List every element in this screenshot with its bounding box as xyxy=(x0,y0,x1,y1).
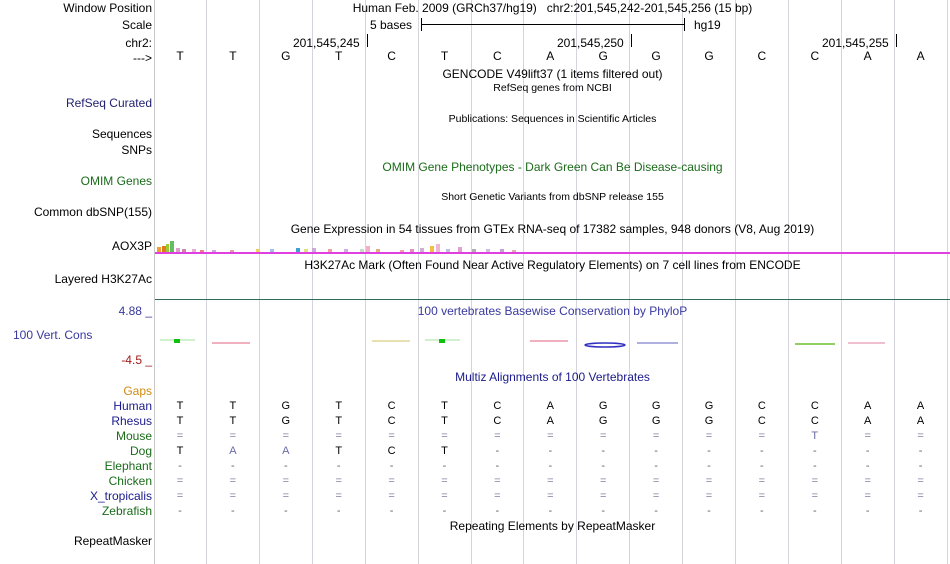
phylop-min-label: -4.5 _ xyxy=(121,353,152,367)
alignment-base: G xyxy=(704,415,714,427)
alignment-base: - xyxy=(601,505,606,517)
alignment-base: = xyxy=(176,430,184,442)
alignment-base: - xyxy=(918,460,923,472)
sequence-base: T xyxy=(176,49,184,63)
alignment-base: = xyxy=(176,475,184,487)
alignment-base: = xyxy=(917,490,924,502)
alignment-base: - xyxy=(231,460,235,472)
alignment-base: = xyxy=(758,430,766,442)
alignment-base: = xyxy=(758,475,766,487)
alignment-base: - xyxy=(178,460,182,472)
alignment-base: = xyxy=(441,430,448,442)
alignment-base: G xyxy=(651,400,661,412)
sequence-base: G xyxy=(598,49,608,63)
sequence-base: T xyxy=(440,49,449,63)
alignment-base: - xyxy=(389,460,394,472)
repeatmasker-track-label[interactable]: RepeatMasker xyxy=(73,534,152,548)
alignment-base: - xyxy=(918,505,923,517)
alignment-base: A xyxy=(916,415,925,427)
sequence-base: G xyxy=(704,49,714,63)
alignment-base: - xyxy=(548,505,553,517)
alignment-base: = xyxy=(599,490,607,502)
alignment-base: = xyxy=(335,490,342,502)
alignment-base: = xyxy=(547,475,554,487)
window-position-label: Window Position xyxy=(63,1,152,15)
alignment-base: - xyxy=(442,460,447,472)
alignment-base: - xyxy=(707,445,711,457)
alignment-base: - xyxy=(283,460,288,472)
alignment-base: = xyxy=(758,490,766,502)
alignment-base: = xyxy=(652,490,660,502)
alignment-base: = xyxy=(229,475,237,487)
refseq-track-label[interactable]: RefSeq Curated xyxy=(65,96,152,110)
alignment-base: = xyxy=(599,430,607,442)
sequence-base: G xyxy=(281,49,291,63)
alignment-base: = xyxy=(282,430,290,442)
omim-track-label[interactable]: OMIM Genes xyxy=(80,174,152,188)
alignment-base: C xyxy=(810,400,819,412)
alignment-base: C xyxy=(810,415,819,427)
sequence-base: A xyxy=(863,49,872,63)
alignment-base: - xyxy=(760,505,764,517)
alignment-base: = xyxy=(229,430,237,442)
alignment-base: T xyxy=(176,445,184,457)
sequence-base: C xyxy=(387,49,396,63)
species-label-rhesus[interactable]: Rhesus xyxy=(111,414,152,428)
chrom-label: chr2: xyxy=(125,36,152,50)
alignment-base: = xyxy=(864,430,871,442)
alignment-base: - xyxy=(442,505,447,517)
position-label-3: 201,545,255 xyxy=(822,36,889,50)
alignment-base: G xyxy=(281,400,291,412)
alignment-base: - xyxy=(812,505,817,517)
alignment-base: A xyxy=(282,445,290,457)
alignment-base: - xyxy=(760,445,764,457)
alignment-base: = xyxy=(494,475,501,487)
alignment-base: - xyxy=(707,460,711,472)
alignment-base: = xyxy=(494,490,501,502)
alignment-base: = xyxy=(388,490,395,502)
alignment-base: - xyxy=(654,460,658,472)
alignment-base: - xyxy=(283,505,288,517)
alignment-base: = xyxy=(388,475,395,487)
alignment-base: - xyxy=(865,445,870,457)
alignment-base: C xyxy=(757,415,766,427)
alignment-base: T xyxy=(176,415,184,427)
h3k27ac-track-title[interactable]: H3K27Ac Mark (Often Found Near Active Regulatory Elements) on 7 cell lines from ENCODE xyxy=(304,258,801,272)
alignment-base: = xyxy=(547,490,554,502)
species-label-human[interactable]: Human xyxy=(113,399,152,413)
phylop-signal[interactable] xyxy=(160,339,885,347)
sequence-base: C xyxy=(810,49,820,63)
sequences-track-label[interactable]: Sequences xyxy=(91,127,152,141)
alignment-base: = xyxy=(917,430,924,442)
phylop-max-label: 4.88 _ xyxy=(118,304,152,318)
alignment-base: C xyxy=(387,445,396,457)
alignment-base: C xyxy=(387,400,396,412)
dbsnp-variant-line[interactable] xyxy=(155,252,950,254)
multiz-track-title[interactable]: Multiz Alignments of 100 Vertebrates xyxy=(455,370,650,384)
sequence-base: A xyxy=(546,49,555,63)
species-label-chicken[interactable]: Chicken xyxy=(108,474,152,488)
alignment-base: = xyxy=(229,490,237,502)
gtex-gene-label[interactable]: AOX3P xyxy=(111,239,152,253)
scale-assembly: hg19 xyxy=(694,18,721,32)
alignment-base: - xyxy=(495,505,500,517)
alignment-base: - xyxy=(865,505,870,517)
alignment-base: T xyxy=(229,415,237,427)
alignment-base: - xyxy=(654,505,658,517)
alignment-base: = xyxy=(705,475,713,487)
sequence-base: A xyxy=(916,49,925,63)
alignment-base: - xyxy=(389,505,394,517)
publications-track-title[interactable]: Publications: Sequences in Scientific Articles xyxy=(448,113,657,125)
dbsnp-track-title[interactable]: Short Genetic Variants from dbSNP release 155 xyxy=(441,191,664,203)
phylop-track-label[interactable]: 100 Vert. Cons xyxy=(13,328,93,342)
alignment-base: - xyxy=(495,445,500,457)
alignment-base: A xyxy=(916,400,925,412)
alignment-base: C xyxy=(493,400,502,412)
sequence-base: C xyxy=(493,49,502,63)
alignment-base: T xyxy=(811,430,819,442)
alignment-base: - xyxy=(918,445,923,457)
species-label-x_tropicalis[interactable]: X_tropicalis xyxy=(89,489,152,503)
sequence-base: T xyxy=(335,49,343,63)
alignment-base: = xyxy=(917,475,924,487)
scale-bar-text: 5 bases xyxy=(370,18,413,32)
alignment-base: = xyxy=(599,475,607,487)
alignment-base: = xyxy=(811,475,819,487)
alignment-base: T xyxy=(335,415,343,427)
alignment-base: T xyxy=(335,445,343,457)
alignment-base: = xyxy=(705,490,713,502)
alignment-base: - xyxy=(336,460,341,472)
dbsnp-track-label[interactable]: Common dbSNP(155) xyxy=(33,205,152,219)
gtex-track-title[interactable]: Gene Expression in 54 tissues from GTEx RNA-seq of 17382 samples, 948 donors (V8, Aug 2019) xyxy=(290,222,815,236)
alignment-base: = xyxy=(441,490,448,502)
gaps-track-label[interactable]: Gaps xyxy=(123,384,152,398)
alignment-base: - xyxy=(178,505,182,517)
alignment-base: - xyxy=(812,445,817,457)
alignment-base: G xyxy=(598,400,608,412)
alignment-base: - xyxy=(601,460,606,472)
position-label-2: 201,545,250 xyxy=(557,36,624,50)
alignment-base: = xyxy=(335,430,342,442)
h3k27ac-signal-line[interactable] xyxy=(155,299,950,300)
phylop-track-title[interactable]: 100 vertebrates Basewise Conservation by PhyloP xyxy=(417,304,688,318)
repeatmasker-track-title[interactable]: Repeating Elements by RepeatMasker xyxy=(449,519,656,533)
position-label-1: 201,545,245 xyxy=(293,36,360,50)
alignment-base: - xyxy=(812,460,817,472)
alignment-base: = xyxy=(864,490,871,502)
alignment-base: T xyxy=(335,400,343,412)
window-position-value[interactable]: Human Feb. 2009 (GRCh37/hg19) chr2:201,545,242-201,545,256 (15 bp) xyxy=(352,1,753,15)
alignment-base: T xyxy=(441,400,448,412)
gtex-expression-bars[interactable] xyxy=(157,241,516,252)
h3k27ac-track-label[interactable]: Layered H3K27Ac xyxy=(54,272,152,286)
alignment-base: - xyxy=(495,460,500,472)
alignment-base: G xyxy=(598,415,608,427)
alignment-base: = xyxy=(864,475,871,487)
alignment-base: = xyxy=(388,430,395,442)
species-label-mouse[interactable]: Mouse xyxy=(115,429,152,443)
alignment-base: A xyxy=(864,415,872,427)
alignment-base: A xyxy=(546,400,554,412)
alignment-base: T xyxy=(441,445,448,457)
species-label-dog[interactable]: Dog xyxy=(129,444,152,458)
gencode-track-title[interactable]: GENCODE V49lift37 (1 items filtered out) xyxy=(442,67,663,81)
alignment-base: = xyxy=(547,430,554,442)
alignment-base: A xyxy=(864,400,872,412)
alignment-base: = xyxy=(652,430,660,442)
alignment-base: - xyxy=(760,460,764,472)
alignment-base: = xyxy=(705,430,713,442)
snps-track-label[interactable]: SNPs xyxy=(121,143,152,157)
alignment-base: - xyxy=(601,445,606,457)
alignment-base: = xyxy=(652,475,660,487)
alignment-base: A xyxy=(229,445,237,457)
alignment-base: - xyxy=(865,460,870,472)
refseq-track-title[interactable]: RefSeq genes from NCBI xyxy=(493,82,612,94)
alignment-base: - xyxy=(231,505,235,517)
alignment-base: = xyxy=(282,490,290,502)
alignment-base: = xyxy=(176,490,184,502)
alignment-base: A xyxy=(546,415,554,427)
alignment-base: = xyxy=(441,475,448,487)
alignment-base: C xyxy=(493,415,502,427)
alignment-base: = xyxy=(811,490,819,502)
alignment-base: T xyxy=(441,415,448,427)
alignment-base: = xyxy=(335,475,342,487)
sequence-base: C xyxy=(757,49,767,63)
alignment-base: = xyxy=(494,430,501,442)
alignment-base: - xyxy=(548,445,553,457)
alignment-base: - xyxy=(707,505,711,517)
sequence-base: G xyxy=(651,49,661,63)
alignment-base: - xyxy=(336,505,341,517)
alignment-base: C xyxy=(757,400,766,412)
alignment-base: T xyxy=(176,400,184,412)
alignment-base: G xyxy=(651,415,661,427)
scale-label: Scale xyxy=(121,18,152,32)
alignment-base: - xyxy=(548,460,553,472)
alignment-base: G xyxy=(281,415,291,427)
direction-label: ---> xyxy=(133,51,152,65)
omim-track-title[interactable]: OMIM Gene Phenotypes - Dark Green Can Be Disease-causing xyxy=(382,160,723,174)
alignment-base: C xyxy=(387,415,396,427)
alignment-base: - xyxy=(654,445,658,457)
sequence-base: T xyxy=(229,49,237,63)
alignment-base: T xyxy=(229,400,237,412)
species-label-elephant[interactable]: Elephant xyxy=(104,459,152,473)
alignment-base: = xyxy=(282,475,290,487)
alignment-base: G xyxy=(704,400,714,412)
species-label-zebrafish[interactable]: Zebrafish xyxy=(101,504,152,518)
